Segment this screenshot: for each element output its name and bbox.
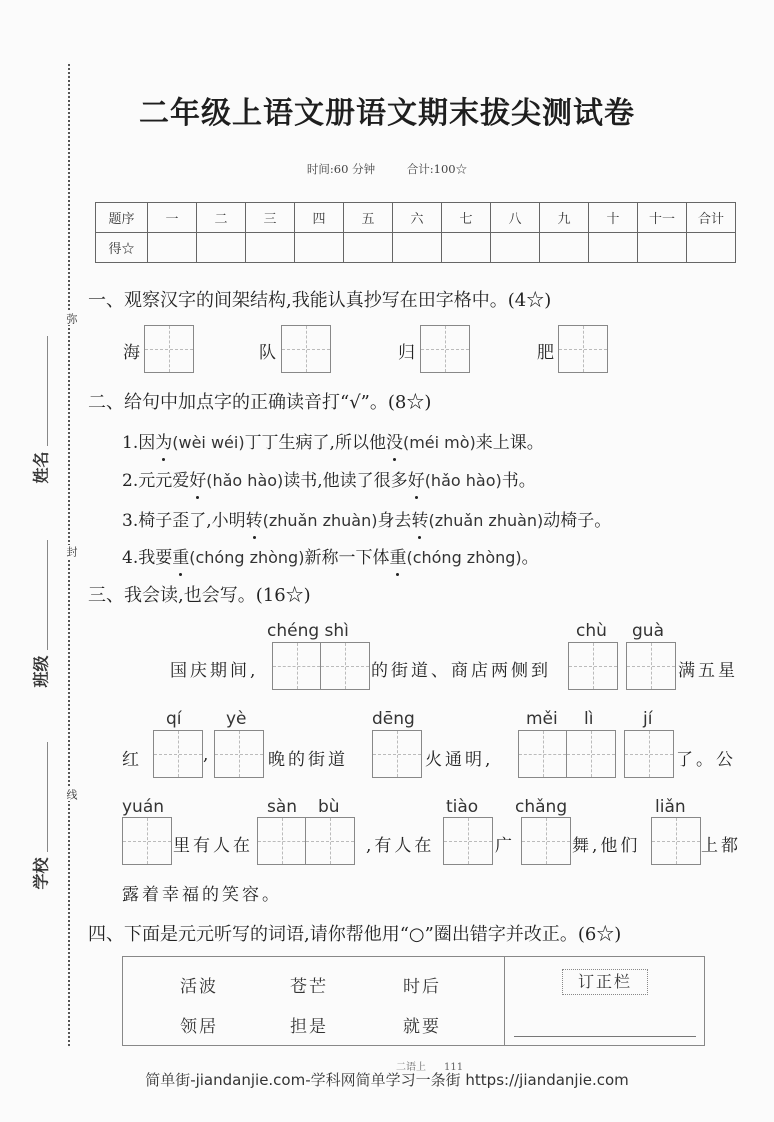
item-number: 3. [122, 511, 139, 531]
passage-text: 满五星 [678, 661, 738, 681]
pinyin-label: tiào [446, 797, 479, 817]
pinyin-options[interactable]: (chóng zhòng) [189, 548, 305, 567]
score-cell[interactable] [540, 233, 589, 263]
pinyin-options[interactable]: (hǎo hào) [424, 471, 502, 490]
pinyin-label: chéng shì [267, 621, 349, 641]
pinyin-label: guà [632, 621, 664, 641]
dotted-char: 重 [172, 543, 189, 568]
sentence-text: 来上课。 [475, 433, 544, 453]
score-cell[interactable] [442, 233, 491, 263]
dictation-word[interactable]: 领居 [180, 1017, 218, 1037]
dotted-char: 好 [408, 466, 425, 491]
score-header-cell: 七 [442, 203, 491, 233]
question-4-title: 四、下面是元元听写的词语,请你帮他用“○”圈出错字并改正。(6☆) [88, 924, 622, 945]
name-blank-line[interactable] [47, 336, 48, 446]
pinyin-label: qí [166, 709, 182, 729]
score-header-cell: 一 [148, 203, 197, 233]
dictation-word[interactable]: 就要 [403, 1017, 441, 1037]
score-header-cell: 题序 [96, 203, 148, 233]
pinyin-label: liǎn [655, 797, 686, 817]
total-score: 合计:100☆ [406, 162, 468, 176]
passage-text: 里有人在 [173, 836, 253, 856]
dotted-char: 转 [411, 506, 428, 531]
score-header-cell: 二 [197, 203, 246, 233]
dictation-word[interactable]: 活波 [180, 977, 218, 997]
exam-meta [0, 161, 774, 177]
passage-text: 露着幸福的笑容。 [122, 885, 282, 905]
seal-marker-mi: 弥 [65, 313, 78, 324]
score-header-cell: 三 [246, 203, 295, 233]
score-header-row [96, 203, 736, 233]
sentence-text: 。 [521, 548, 539, 568]
tianzige-box[interactable] [420, 325, 470, 373]
pinyin-label: jí [643, 709, 653, 729]
copy-char: 归 [398, 343, 415, 363]
dictation-word[interactable]: 担是 [290, 1017, 328, 1037]
score-header-cell: 合计 [687, 203, 736, 233]
pinyin-label: dēng [372, 709, 415, 729]
copy-char: 队 [259, 343, 276, 363]
sentence-text: 椅子歪了,小明 [138, 511, 246, 531]
tianzige-box[interactable] [153, 730, 203, 778]
name-label: 姓名 [31, 451, 51, 484]
watermark-text: 简单街-jiandanjie.com-学科网简单学习一条街 https://jiandanjie.com [145, 1071, 629, 1089]
score-cell[interactable] [638, 233, 687, 263]
score-header-cell: 八 [491, 203, 540, 233]
question-2-title: 二、给句中加点字的正确读音打“√”。(8☆) [88, 392, 432, 413]
passage-text: 火通明, [425, 750, 494, 770]
sentence-text: 身去 [377, 511, 412, 531]
passage-text: 国庆期间, [170, 661, 259, 681]
score-value-row [96, 233, 736, 263]
school-label: 学校 [31, 857, 51, 890]
correction-label: 订正栏 [562, 969, 648, 995]
pinyin-label: chǎng [515, 797, 568, 817]
pinyin-label: sàn [267, 797, 298, 817]
score-cell[interactable] [393, 233, 442, 263]
seal-marker-feng: 封 [65, 546, 78, 557]
tianzige-box[interactable] [281, 325, 331, 373]
score-cell[interactable] [246, 233, 295, 263]
tianzige-box[interactable] [443, 817, 493, 865]
passage-text: 的街道、商店两侧到 [371, 661, 551, 681]
score-cell[interactable] [687, 233, 736, 263]
passage-text: 了。公 [676, 750, 736, 770]
dictation-word[interactable]: 时后 [403, 977, 441, 997]
score-header-cell: 九 [540, 203, 589, 233]
tianzige-box[interactable] [214, 730, 264, 778]
tianzige-box[interactable] [651, 817, 701, 865]
pinyin-label: lì [584, 709, 594, 729]
pinyin-label: yuán [122, 797, 165, 817]
sentence-text: 丁丁生病了,所以他 [244, 433, 386, 453]
page-number: 111 [444, 1062, 464, 1073]
item-number: 2. [122, 471, 139, 491]
tianzige-box[interactable] [626, 642, 676, 690]
question-2-item [122, 506, 611, 531]
sentence-text: 因 [138, 433, 156, 453]
correction-answer-line[interactable] [514, 1036, 696, 1037]
pinyin-options[interactable]: (chóng zhòng) [406, 548, 522, 567]
sentence-text: 元元爱 [138, 471, 190, 491]
score-header-cell: 十 [589, 203, 638, 233]
pinyin-label: yè [226, 709, 247, 729]
pinyin-options[interactable]: (wèi wéi) [172, 433, 245, 452]
passage-text: 晚的街道 [268, 750, 348, 770]
score-cell[interactable] [148, 233, 197, 263]
sentence-text: 动椅子。 [543, 511, 612, 531]
dotted-char: 好 [189, 466, 206, 491]
question-2-item [122, 543, 539, 568]
class-label: 班级 [31, 655, 51, 688]
tianzige-box[interactable] [272, 642, 370, 690]
time-limit: 时间:60 分钟 [306, 162, 376, 176]
seal-marker-xian: 线 [65, 789, 78, 800]
sentence-text: 读书,他读了很多 [283, 471, 408, 491]
dotted-char: 没 [386, 428, 403, 453]
item-number: 4. [122, 548, 139, 568]
passage-text: 广 [495, 836, 515, 856]
dictation-word[interactable]: 苍芒 [290, 977, 328, 997]
tianzige-box[interactable] [144, 325, 194, 373]
score-cell[interactable] [197, 233, 246, 263]
tianzige-box[interactable] [518, 730, 616, 778]
copy-char: 肥 [537, 343, 554, 363]
pinyin-options[interactable]: (hǎo hào) [206, 471, 284, 490]
score-table [95, 202, 736, 263]
dotted-char: 重 [389, 543, 406, 568]
score-header-cell: 十一 [638, 203, 687, 233]
score-cell[interactable] [295, 233, 344, 263]
pinyin-options[interactable]: (méi mò) [402, 433, 476, 452]
tianzige-box[interactable] [372, 730, 422, 778]
item-number: 1. [122, 433, 139, 453]
page-title: 二年级上语文册语文期末拔尖测试卷 [139, 96, 635, 131]
pinyin-options[interactable]: (zhuǎn zhuàn) [262, 511, 378, 530]
school-blank-line[interactable] [47, 742, 48, 852]
score-header-cell: 六 [393, 203, 442, 233]
pinyin-options[interactable]: (zhuǎn zhuàn) [428, 511, 544, 530]
score-cell[interactable] [491, 233, 540, 263]
tianzige-box[interactable] [568, 642, 618, 690]
tianzige-box[interactable] [624, 730, 674, 778]
question-3-title: 三、我会读,也会写。(16☆) [88, 585, 311, 606]
tianzige-box[interactable] [122, 817, 172, 865]
question-1-title: 一、观察汉字的间架结构,我能认真抄写在田字格中。(4☆) [88, 290, 552, 311]
score-row-label: 得☆ [96, 233, 148, 263]
class-blank-line[interactable] [47, 540, 48, 650]
passage-text: , [203, 745, 212, 765]
pinyin-label: bù [318, 797, 340, 817]
pinyin-label: měi [526, 709, 558, 729]
sentence-text: 新称一下体 [304, 548, 390, 568]
dotted-char: 为 [155, 428, 172, 453]
passage-text: ,有人在 [366, 836, 435, 856]
question-2-item [122, 466, 536, 491]
passage-text: 红 [122, 750, 142, 770]
passage-text: 上都 [701, 836, 741, 856]
score-cell[interactable] [589, 233, 638, 263]
copy-char: 海 [123, 343, 140, 363]
passage-text: 舞,他们 [572, 836, 641, 856]
question-2-item [122, 428, 544, 453]
score-header-cell: 四 [295, 203, 344, 233]
score-header-cell: 五 [344, 203, 393, 233]
pinyin-label: chù [576, 621, 607, 641]
sentence-text: 书。 [501, 471, 536, 491]
tianzige-box[interactable] [558, 325, 608, 373]
dotted-char: 转 [246, 506, 263, 531]
score-cell[interactable] [344, 233, 393, 263]
sentence-text: 我要 [138, 548, 173, 568]
tianzige-box[interactable] [257, 817, 355, 865]
book-label: 二语上 [396, 1062, 426, 1073]
tianzige-box[interactable] [521, 817, 571, 865]
